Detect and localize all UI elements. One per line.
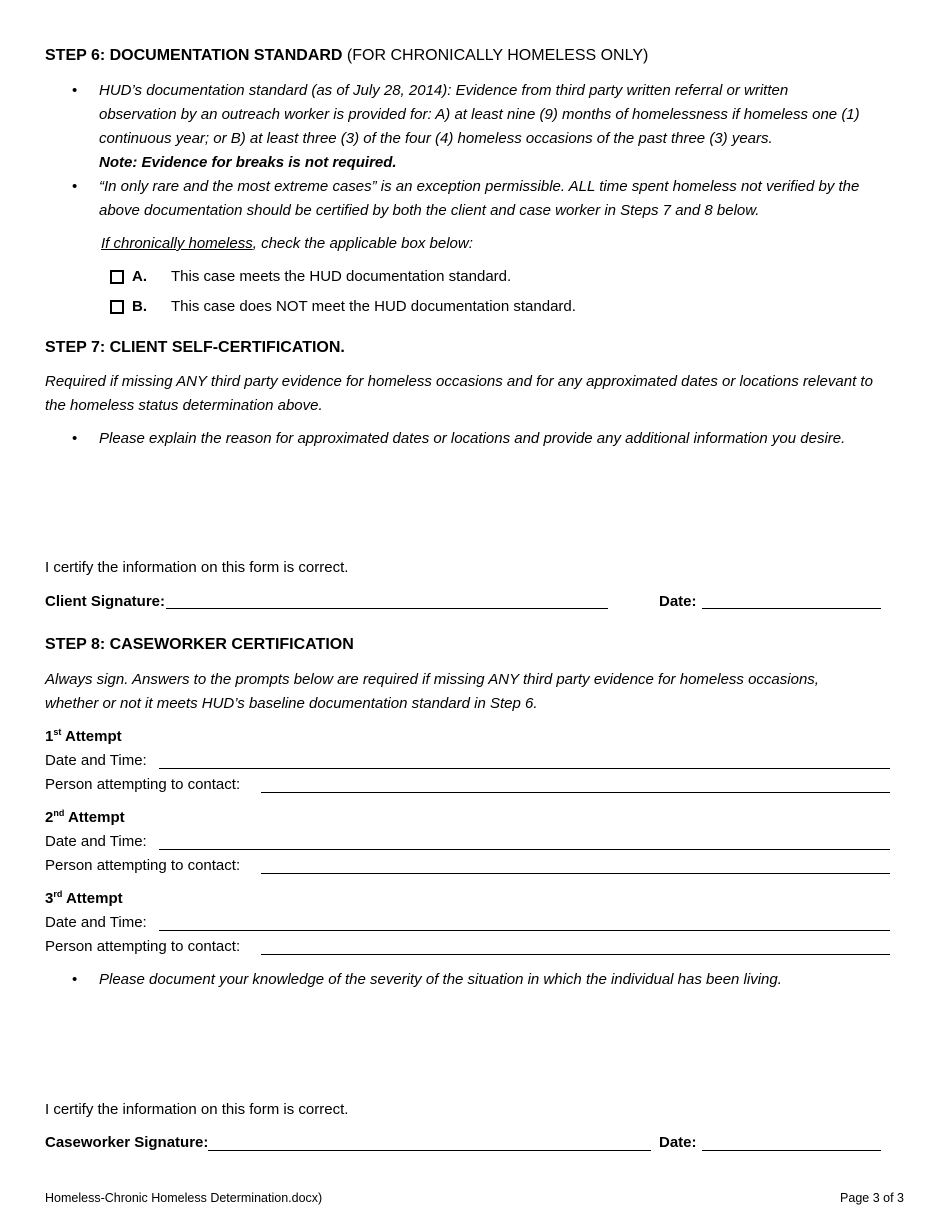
attempt-2-number: 2 bbox=[45, 809, 54, 826]
step6-bullet1-line3: continuous year; or B) at least three (3) of the four (4) homeless occasions of the past three (3) years. bbox=[99, 130, 773, 147]
step6-note: Note: Evidence for breaks is not required. bbox=[99, 154, 397, 171]
step8-bullet-text: Please document your knowledge of the severity of the situation in which the individual has been living. bbox=[99, 971, 782, 988]
attempt-3-date-field[interactable] bbox=[159, 930, 890, 931]
attempt-3-suffix: rd bbox=[53, 889, 63, 899]
attempt-3-date-label: Date and Time: bbox=[45, 914, 147, 931]
attempt-2-person-field[interactable] bbox=[261, 873, 890, 874]
footer-page-number: Page 3 of 3 bbox=[840, 1191, 904, 1205]
step6-bullet1-line1: HUD’s documentation standard (as of July 28, 2014): Evidence from third party written referral or written bbox=[99, 82, 789, 99]
option-a-checkbox[interactable] bbox=[110, 270, 124, 284]
step7-bullet-text: Please explain the reason for approximated dates or locations and provide any additional information you desire. bbox=[99, 430, 846, 447]
step7-intro-line1: Required if missing ANY third party evidence for homeless occasions and for any approximated dates or locations relevant to bbox=[45, 373, 873, 390]
attempt-1-word: Attempt bbox=[64, 728, 122, 745]
attempt-3-person-field[interactable] bbox=[261, 954, 890, 955]
caseworker-date-label: Date: bbox=[659, 1134, 697, 1151]
step7-heading: STEP 7: CLIENT SELF-CERTIFICATION. bbox=[45, 339, 345, 356]
attempt-1-person-field[interactable] bbox=[261, 792, 890, 793]
attempt-2-heading bbox=[45, 806, 125, 830]
step8-heading: STEP 8: CASEWORKER CERTIFICATION bbox=[45, 636, 354, 653]
attempt-1-suffix: st bbox=[53, 727, 62, 737]
option-b-letter: B. bbox=[132, 298, 147, 315]
attempt-3-number: 3 bbox=[45, 890, 54, 907]
bullet-dot: • bbox=[72, 178, 78, 195]
step6-heading-bold: STEP 6: DOCUMENTATION STANDARD bbox=[45, 47, 343, 64]
attempt-1-date-field[interactable] bbox=[159, 768, 890, 769]
attempt-3-word: Attempt bbox=[65, 890, 123, 907]
bullet-dot: • bbox=[72, 430, 78, 447]
step8-intro-line2: whether or not it meets HUD’s baseline documentation standard in Step 6. bbox=[45, 695, 538, 712]
attempt-3-person-label: Person attempting to contact: bbox=[45, 938, 241, 955]
option-b-checkbox[interactable] bbox=[110, 300, 124, 314]
step8-certify: I certify the information on this form is correct. bbox=[45, 1101, 349, 1118]
attempt-3-heading bbox=[45, 887, 123, 911]
step7-certify: I certify the information on this form is correct. bbox=[45, 559, 349, 576]
step6-bullet2-line2: above documentation should be certified by both the client and case worker in Steps 7 and 8 below. bbox=[99, 202, 760, 219]
caseworker-signature-field[interactable] bbox=[208, 1150, 651, 1151]
client-date-label: Date: bbox=[659, 593, 697, 610]
client-signature-field[interactable] bbox=[166, 608, 608, 609]
caseworker-date-field[interactable] bbox=[702, 1150, 881, 1151]
step6-instruction-underlined: If chronically homeless bbox=[101, 235, 253, 252]
attempt-2-date-label: Date and Time: bbox=[45, 833, 147, 850]
attempt-1-date-label: Date and Time: bbox=[45, 752, 147, 769]
client-signature-label: Client Signature: bbox=[45, 593, 166, 610]
step8-intro-line1: Always sign. Answers to the prompts below are required if missing ANY third party evidence for homeless occasions, bbox=[45, 671, 819, 688]
caseworker-signature-label: Caseworker Signature: bbox=[45, 1134, 209, 1151]
attempt-2-person-label: Person attempting to contact: bbox=[45, 857, 241, 874]
bullet-dot: • bbox=[72, 82, 78, 99]
attempt-1-number: 1 bbox=[45, 728, 54, 745]
step6-bullet1-line2: observation by an outreach worker is provided for: A) at least nine (9) months of homelessness if homeless one (1) bbox=[99, 106, 860, 123]
attempt-2-date-field[interactable] bbox=[159, 849, 890, 850]
attempt-1-heading bbox=[45, 725, 122, 749]
option-a-text: This case meets the HUD documentation standard. bbox=[171, 268, 512, 285]
attempt-2-suffix: nd bbox=[53, 808, 65, 818]
step7-intro-line2: the homeless status determination above. bbox=[45, 397, 323, 414]
step6-heading-normal: (FOR CHRONICALLY HOMELESS ONLY) bbox=[342, 47, 649, 64]
step6-heading bbox=[45, 44, 648, 68]
step6-bullet2-line1: “In only rare and the most extreme cases” is an exception permissible. ALL time spent homeless not verified by the bbox=[99, 178, 860, 195]
option-a-letter: A. bbox=[132, 268, 147, 285]
footer-filename: Homeless-Chronic Homeless Determination.docx) bbox=[45, 1191, 323, 1205]
step6-instruction-rest: , check the applicable box below: bbox=[252, 235, 473, 252]
client-date-field[interactable] bbox=[702, 608, 881, 609]
attempt-1-person-label: Person attempting to contact: bbox=[45, 776, 241, 793]
step6-instruction bbox=[101, 232, 473, 256]
bullet-dot: • bbox=[72, 971, 78, 988]
option-b-text: This case does NOT meet the HUD documentation standard. bbox=[171, 298, 576, 315]
attempt-2-word: Attempt bbox=[67, 809, 125, 826]
